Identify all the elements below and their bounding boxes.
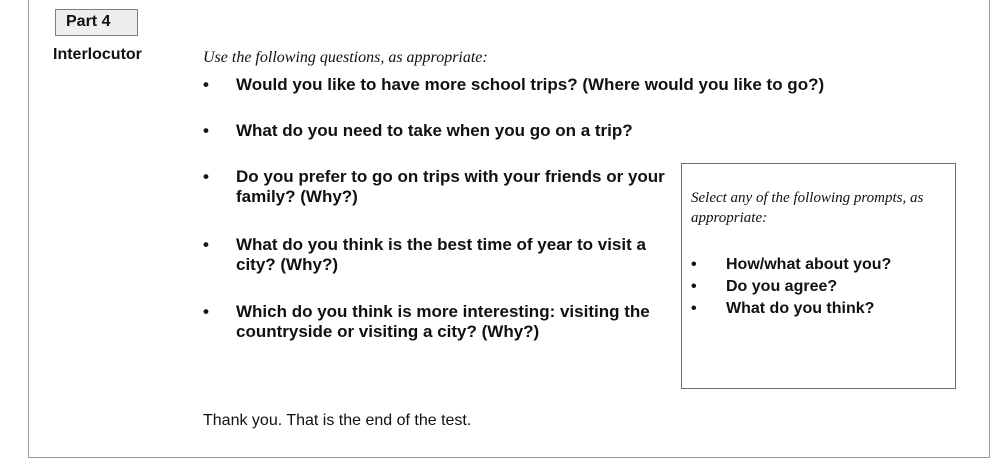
prompt-intro: Select any of the following prompts, as appropriate:	[691, 190, 924, 226]
bullet-icon: •	[691, 278, 697, 295]
bullet-icon: •	[691, 256, 697, 273]
question-text: What do you think is the best time of year to visit a city? (Why?)	[236, 235, 646, 274]
bullet-icon: •	[203, 235, 209, 254]
bullet-icon: •	[203, 167, 209, 186]
question-text: Which do you think is more interesting: visiting the countryside or visiting a city? (Why?)	[236, 302, 650, 341]
closing-text: Thank you. That is the end of the test.	[203, 412, 472, 429]
prompt-text: What do you think?	[726, 300, 875, 317]
bullet-icon: •	[203, 302, 209, 321]
prompt-box	[681, 163, 956, 389]
prompt-text: How/what about you?	[726, 256, 892, 273]
bullet-icon: •	[203, 75, 209, 94]
instruction-text: Use the following questions, as appropriate:	[203, 49, 488, 66]
bullet-icon: •	[203, 121, 209, 140]
part-label: Part 4	[55, 9, 138, 36]
question-text: Do you prefer to go on trips with your friends or your family? (Why?)	[236, 167, 665, 206]
role-label: Interlocutor	[53, 46, 142, 63]
question-text: Would you like to have more school trips? (Where would you like to go?)	[236, 75, 825, 94]
bullet-icon: •	[691, 300, 697, 317]
question-text: What do you need to take when you go on a trip?	[236, 121, 633, 140]
prompt-text: Do you agree?	[726, 278, 838, 295]
